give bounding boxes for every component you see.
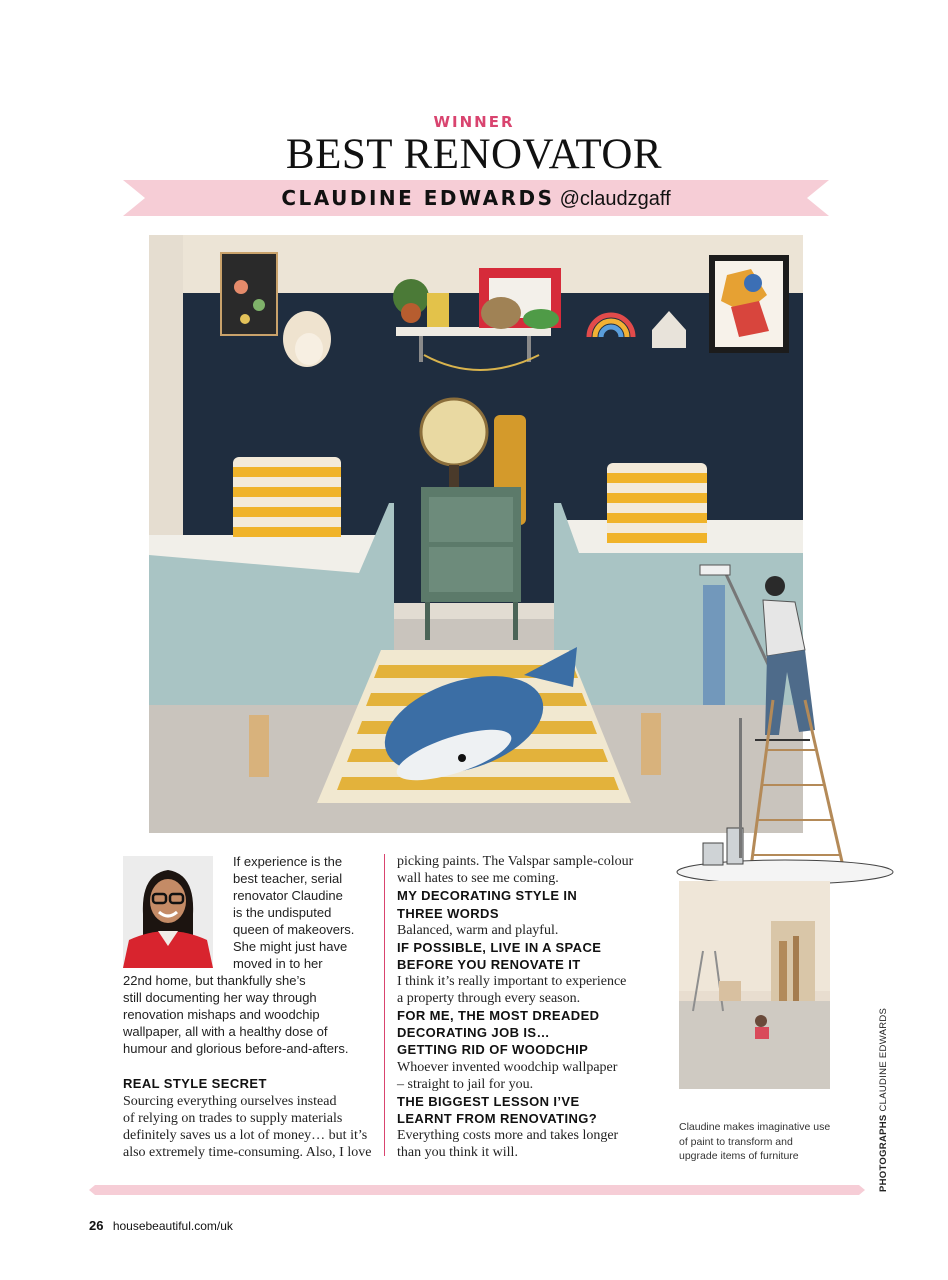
photo-credit xyxy=(878,1008,889,1192)
page-number: 26 xyxy=(89,1218,104,1233)
qa-answer: than you think it will. xyxy=(397,1145,518,1160)
profile-photo xyxy=(123,856,213,968)
byline xyxy=(123,183,829,214)
body-line: also extremely time-consuming. Also, I love xyxy=(123,1145,372,1160)
credit-label: PHOTOGRAPHS xyxy=(878,1114,889,1192)
qa-question: FOR ME, THE MOST DREADED xyxy=(397,1008,600,1023)
intro-line: still documenting her way through xyxy=(123,990,317,1005)
page-footer xyxy=(89,1218,233,1233)
qa-answer: a property through every season. xyxy=(397,991,581,1006)
intro-line: She might just have xyxy=(233,939,348,954)
qa-question: DECORATING JOB IS… xyxy=(397,1025,550,1040)
page-title: BEST RENOVATOR xyxy=(285,131,663,178)
intro-line: queen of makeovers. xyxy=(233,922,355,937)
qa-question: BEFORE YOU RENOVATE IT xyxy=(397,957,581,972)
footer-band xyxy=(89,1182,865,1192)
name-ribbon xyxy=(123,180,829,216)
photo-caption: Claudine makes imaginative use of paint to transform and upgrade items of furniture xyxy=(679,1121,831,1162)
renovation-photo xyxy=(679,881,830,1089)
intro-line: wallpaper, all with a healthy dose of xyxy=(123,1024,328,1039)
painter-illustration xyxy=(655,560,895,890)
winner-name: CLAUDINE EDWARDS xyxy=(281,186,555,210)
qa-answer: Everything costs more and takes longer xyxy=(397,1128,619,1143)
qa-question: GETTING RID OF WOODCHIP xyxy=(397,1042,589,1057)
qa-question: LEARNT FROM RENOVATING? xyxy=(397,1111,598,1126)
qa-answer: – straight to jail for you. xyxy=(397,1077,534,1092)
intro-line: humour and glorious before-and-afters. xyxy=(123,1041,349,1056)
intro-line: best teacher, serial xyxy=(233,871,343,886)
qa-question: THE BIGGEST LESSON I’VE xyxy=(397,1094,580,1109)
qa-question: MY DECORATING STYLE IN xyxy=(397,888,578,903)
body-line: definitely saves us a lot of money… but it’s xyxy=(123,1128,368,1143)
qa-question: IF POSSIBLE, LIVE IN A SPACE xyxy=(397,940,602,955)
qa-question: THREE WORDS xyxy=(397,906,499,921)
qa-answer: Whoever invented woodchip wallpaper xyxy=(397,1060,618,1075)
intro-line: 22nd home, but thankfully she’s xyxy=(123,973,306,988)
qa-answer: I think it’s really important to experience xyxy=(397,974,627,989)
body-line: Sourcing everything ourselves instead xyxy=(123,1094,337,1109)
qa-answer: Balanced, warm and playful. xyxy=(397,923,559,938)
body-line: picking paints. The Valspar sample-colour xyxy=(397,854,634,869)
site-url: housebeautiful.com/uk xyxy=(112,1219,233,1233)
kicker-label: WINNER xyxy=(433,113,515,131)
intro-line: renovator Claudine xyxy=(233,888,343,903)
intro-line: moved in to her xyxy=(233,956,323,971)
body-line: wall hates to see me coming. xyxy=(397,871,559,886)
intro-line: is the undisputed xyxy=(233,905,332,920)
winner-handle: @claudzgaff xyxy=(559,188,671,210)
intro-line: If experience is the xyxy=(233,854,343,869)
credit-name: CLAUDINE EDWARDS xyxy=(878,1007,889,1112)
intro-line: renovation mishaps and woodchip xyxy=(123,1007,320,1022)
column-divider xyxy=(384,854,385,1156)
body-line: of relying on trades to supply materials xyxy=(123,1111,343,1126)
section-heading: REAL STYLE SECRET xyxy=(123,1076,267,1091)
